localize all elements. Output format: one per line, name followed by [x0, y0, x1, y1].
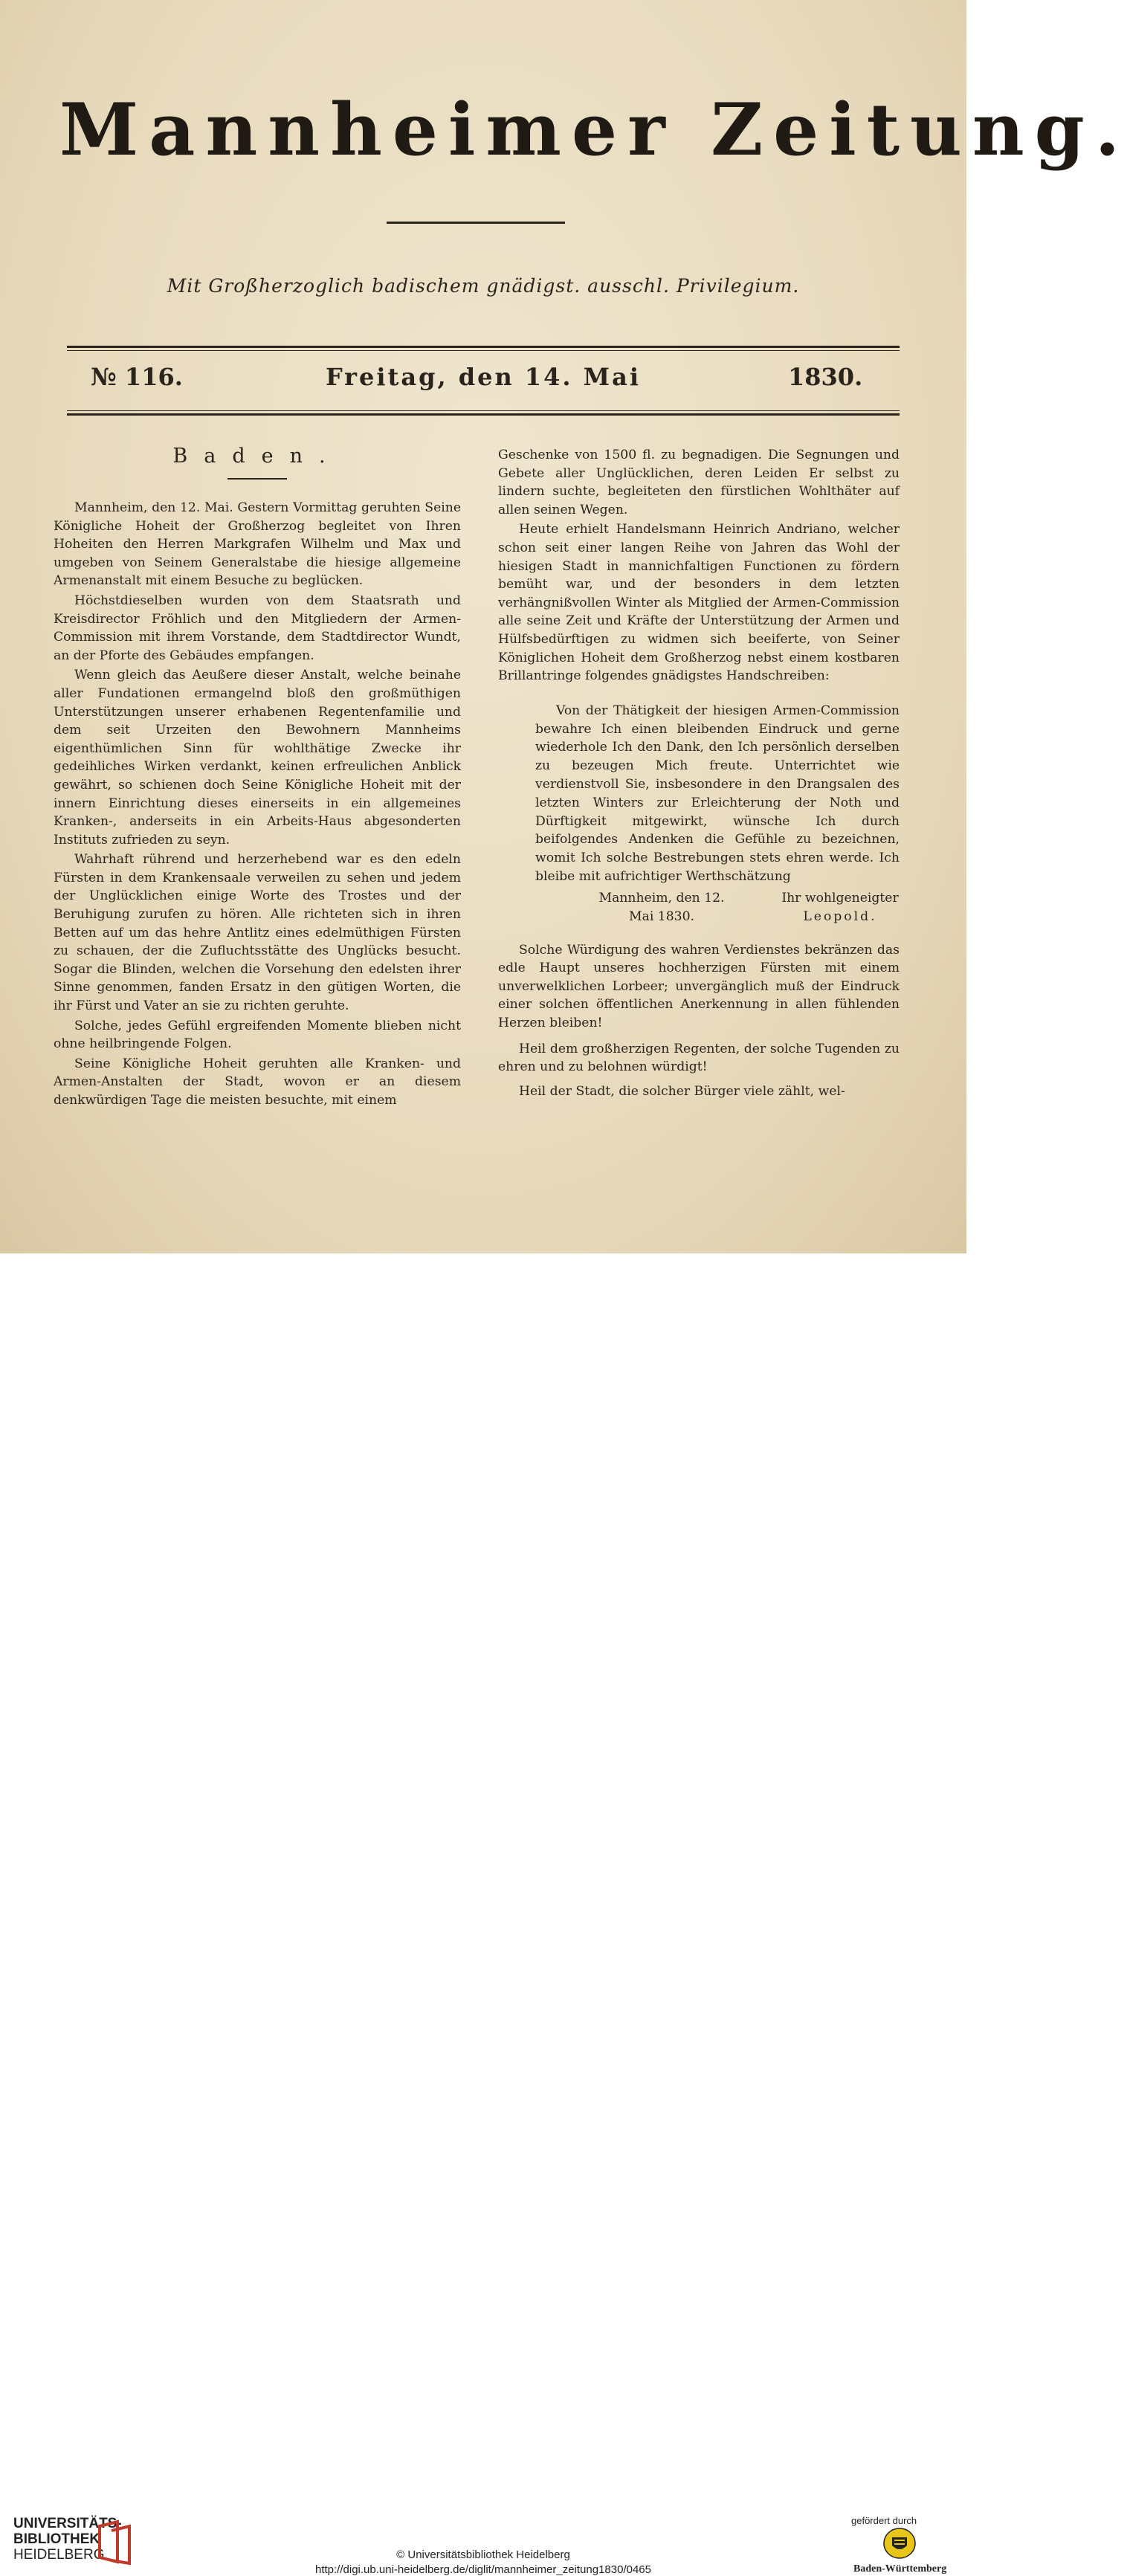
left-column [54, 440, 461, 1111]
article-paragraph: Wahrhaft rührend und herzerhebend war es den edeln Fürsten in dem Krankensaale verweilen zu sehen und jedem der Unglücklichen einige Worte des Trostes und der Beruhigung zurufen zu hören. Alle richteten sich in ihren Betten auf um das hehre Antlitz eines edelmüthigen Fürsten zu schauen, der die Zufluchtsstätte des Unglücks besucht. Sogar die Blinden, welchen die Vorsehung den edelsten ihrer Sinne genommen, fanden Ersatz in den gütigen Worten, die ihr Fürst und Vater an sie zu richten geruhte. [54, 852, 461, 1014]
handwritten-letter [535, 702, 900, 929]
masthead-title: Mannheimer Zeitung. [59, 88, 1130, 172]
article-paragraph: Heute erhielt Handelsmann Heinrich Andriano, welcher schon seit einer langen Reihe von Jahren das Wohl der hiesigen Stadt in mannichfaltigen Functionen zu fördern bemüht war, und der besonders in dem letzten verhängnißvollen Winter als Mitglied der Armen-Commission alle seine Zeit und Kräfte der Unterstützung der Armen und Hülfsbedürftigen zu widmen sich beeiferte, von Seiner Königlichen Hoheit dem Großherzog nebst einem kostbaren Brillantringe folgendes gnädigstes Handschreiben: [498, 522, 900, 684]
article-paragraph: Mannheim, den 12. Mai. Gestern Vormittag geruhten Seine Königliche Hoheit der Großherzog begleitet von Ihren Hoheiten den Herren Markgrafen Wilhelm und Max und umgeben von Seinem Generalstabe die hiesige allgemeine Armenanstalt mit einem Besuche zu beglücken. [54, 500, 461, 589]
section-divider [227, 478, 287, 480]
signature-closing-line: Ihr wohlgeneigter [781, 890, 899, 906]
issue-year: 1830. [788, 363, 863, 391]
funder-name: Baden-Württemberg [853, 2563, 947, 2575]
footer-bar [0, 1253, 966, 2576]
masthead-divider [387, 222, 565, 224]
funded-by-label: gefördert durch [851, 2515, 917, 2526]
article-paragraph: Seine Königliche Hoheit geruhten alle Kranken- und Armen-Anstalten der Stadt, wovon er an diesem denkwürdigen Tage die meisten besuchte, mit einem [54, 1056, 461, 1108]
newspaper-page [0, 0, 1130, 1253]
issue-number: № 116. [91, 363, 183, 391]
right-column [498, 446, 900, 1102]
library-name-line: UNIVERSITÄTS- [13, 2516, 122, 2531]
article-paragraph: Solche Würdigung des wahren Verdienstes bekränzen das edle Haupt unseres hochherzigen Fürsten mit einem unverwelklichen Lorbeer; unvergänglich muß der Eindruck einer solchen öffentlichen Anerkennung in allen fühlenden Herzen bleiben! [498, 942, 900, 1031]
letter-signature [535, 889, 900, 929]
library-name-line: BIBLIOTHEK [13, 2531, 100, 2547]
issue-date: Freitag, den 14. Mai [326, 363, 641, 391]
source-url[interactable]: http://digi.ub.uni-heidelberg.de/diglit/mannheimer_zeitung1830/0465 [315, 2563, 651, 2576]
copyright-notice: © Universitätsbibliothek Heidelberg [396, 2548, 570, 2561]
header-rule [67, 413, 900, 416]
library-name-line: HEIDELBERG [13, 2547, 105, 2563]
header-rule [67, 410, 900, 411]
article-paragraph: Höchstdieselben wurden von dem Staatsrath und Kreisdirector Fröhlich und den Mitgliedern der Armen-Commission mit ihrem Vorstande, dem Stadtdirector Wundt, an der Pforte des Gebäudes empfangen. [54, 593, 461, 663]
article-paragraph: Heil der Stadt, die solcher Bürger viele zählt, wel- [519, 1083, 845, 1099]
header-rule [67, 350, 900, 351]
section-heading: Baden. [172, 445, 342, 468]
signature-name: Leopold. [803, 908, 877, 924]
header-rule [67, 346, 900, 348]
article-paragraph: Wenn gleich das Aeußere dieser Anstalt, welche beinahe aller Fundationen ermangelnd bloß den großmüthigen Unterstützungen unserer erhabenen Regentenfamilie und dem seit Urzeiten den Bewohnern Mannheims eigenthümlichen Sinn für wohlthätige Zwecke ihr gedeihliches Wirken verdankt, keinen erfreulichen Anblick gewährt, so schienen doch Seine Königliche Hoheit mit der innern Einrichtung dieses einerseits in ein allgemeines Kranken-, anderseits in ein Arbeits-Haus abgesonderten Instituts zufrieden zu seyn. [54, 668, 461, 848]
signature-closing [758, 889, 922, 926]
signature-place-date [580, 889, 743, 926]
signature-date: Mai 1830. [628, 908, 694, 924]
article-paragraph: Geschenke von 1500 fl. zu begnadigen. Die Segnungen und Gebete aller Unglücklichen, deren Leiden Er selbst zu lindern suchte, begleiteten den fürstlichen Wohlthäter auf allen seinen Wegen. [498, 448, 900, 517]
letter-text: Von der Thätigkeit der hiesigen Armen-Commission bewahre Ich einen bleibenden Eindruck und gerne wiederhole Ich den Dank, den Ich persönlich derselben zu bezeugen Mich freute. Unterrichtet wie verdienstvoll Sie, insbesondere in den Drangsalen des letzten Winters zur Erleichterung der Noth und Dürftigkeit mitgewirkt, wünsche Ich durch beifolgendes Andenken die Gefühle zu bezeichnen, womit Ich solche Bestrebungen stets ehren werde. Ich bleibe mit aufrichtiger Werthschätzung [535, 703, 900, 884]
article-paragraph: Heil dem großherzigen Regenten, der solche Tugenden zu ehren und zu belohnen würdigt! [498, 1041, 900, 1075]
article-paragraph: Solche, jedes Gefühl ergreifenden Momente blieben nicht ohne heilbringende Folgen. [54, 1018, 461, 1052]
privilege-line: Mit Großherzoglich badischem gnädigst. ausschl. Privilegium. [167, 275, 800, 297]
crest-icon [883, 2528, 916, 2559]
signature-place: Mannheim, den 12. [598, 890, 725, 906]
